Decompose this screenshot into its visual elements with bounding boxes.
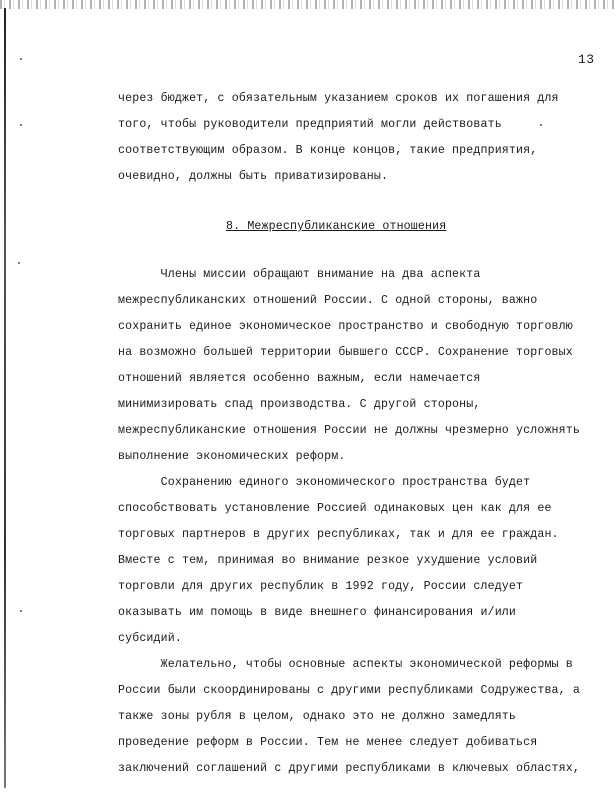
text-line: Вместе с тем, принимая во внимание резкое ухудшение условий [118,554,538,567]
text-line: минимизировать спад производства. С другой стороны, [118,398,481,411]
text-line: заключений соглашений с другими республиками в ключевых областях, [118,762,580,775]
page-number: 13 [578,52,595,67]
scan-speck [20,124,22,126]
text-line: сохранить единое экономическое пространство и свободную торговлю [118,320,573,333]
text-line: Сохранению единого экономического пространства будет [118,476,531,489]
text-line: того, чтобы руководители предприятий могли действовать [118,118,502,131]
text-line: субсидий. [118,632,182,645]
text-line: соответствующим образом. В конце концов, такие предприятия, [118,144,538,157]
text-line: проведение реформ в России. Тем не менее следует добиваться [118,736,538,749]
text-line: межреспубликанских отношений России. С одной стороны, важно [118,294,538,307]
text-line: межреспубликанские отношения России не должны чрезмерно усложнять [118,424,580,437]
text-line: выполнение экономических реформ. [118,450,346,463]
text-line: также зоны рубля в целом, однако это не должно замедлять [118,710,517,723]
text-line: через бюджет, с обязательным указанием сроков их погашения для [118,92,559,105]
text-line: Желательно, чтобы основные аспекты экономической реформы в [118,658,573,671]
scan-speck [540,124,542,126]
text-line: Члены миссии обращают внимание на два аспекта [118,268,481,281]
text-line: способствовать установление Россией одинаковых цен как для ее [118,502,552,515]
scan-speck [20,610,22,612]
text-line: на возможно большей территории бывшего СССР. Сохранение торговых [118,346,573,359]
scan-top-edge [0,0,616,14]
scan-speck [18,262,20,264]
scan-speck [20,58,22,60]
section-heading: 8. Межреспубликанские отношения [226,220,447,233]
scan-left-edge [4,8,6,788]
text-line: России были скоординированы с другими республиками Содружества, а [118,684,580,697]
text-line: отношений является особенно важным, если намечается [118,372,481,385]
text-line: оказывать им помощь в виде внешнего финансирования и/или [118,606,517,619]
text-line: торговли для других республик в 1992 году, России следует [118,580,524,593]
text-line: торговых партнеров в других республиках, так и для ее граждан. [118,528,559,541]
text-line: очевидно, должны быть приватизированы. [118,170,389,183]
